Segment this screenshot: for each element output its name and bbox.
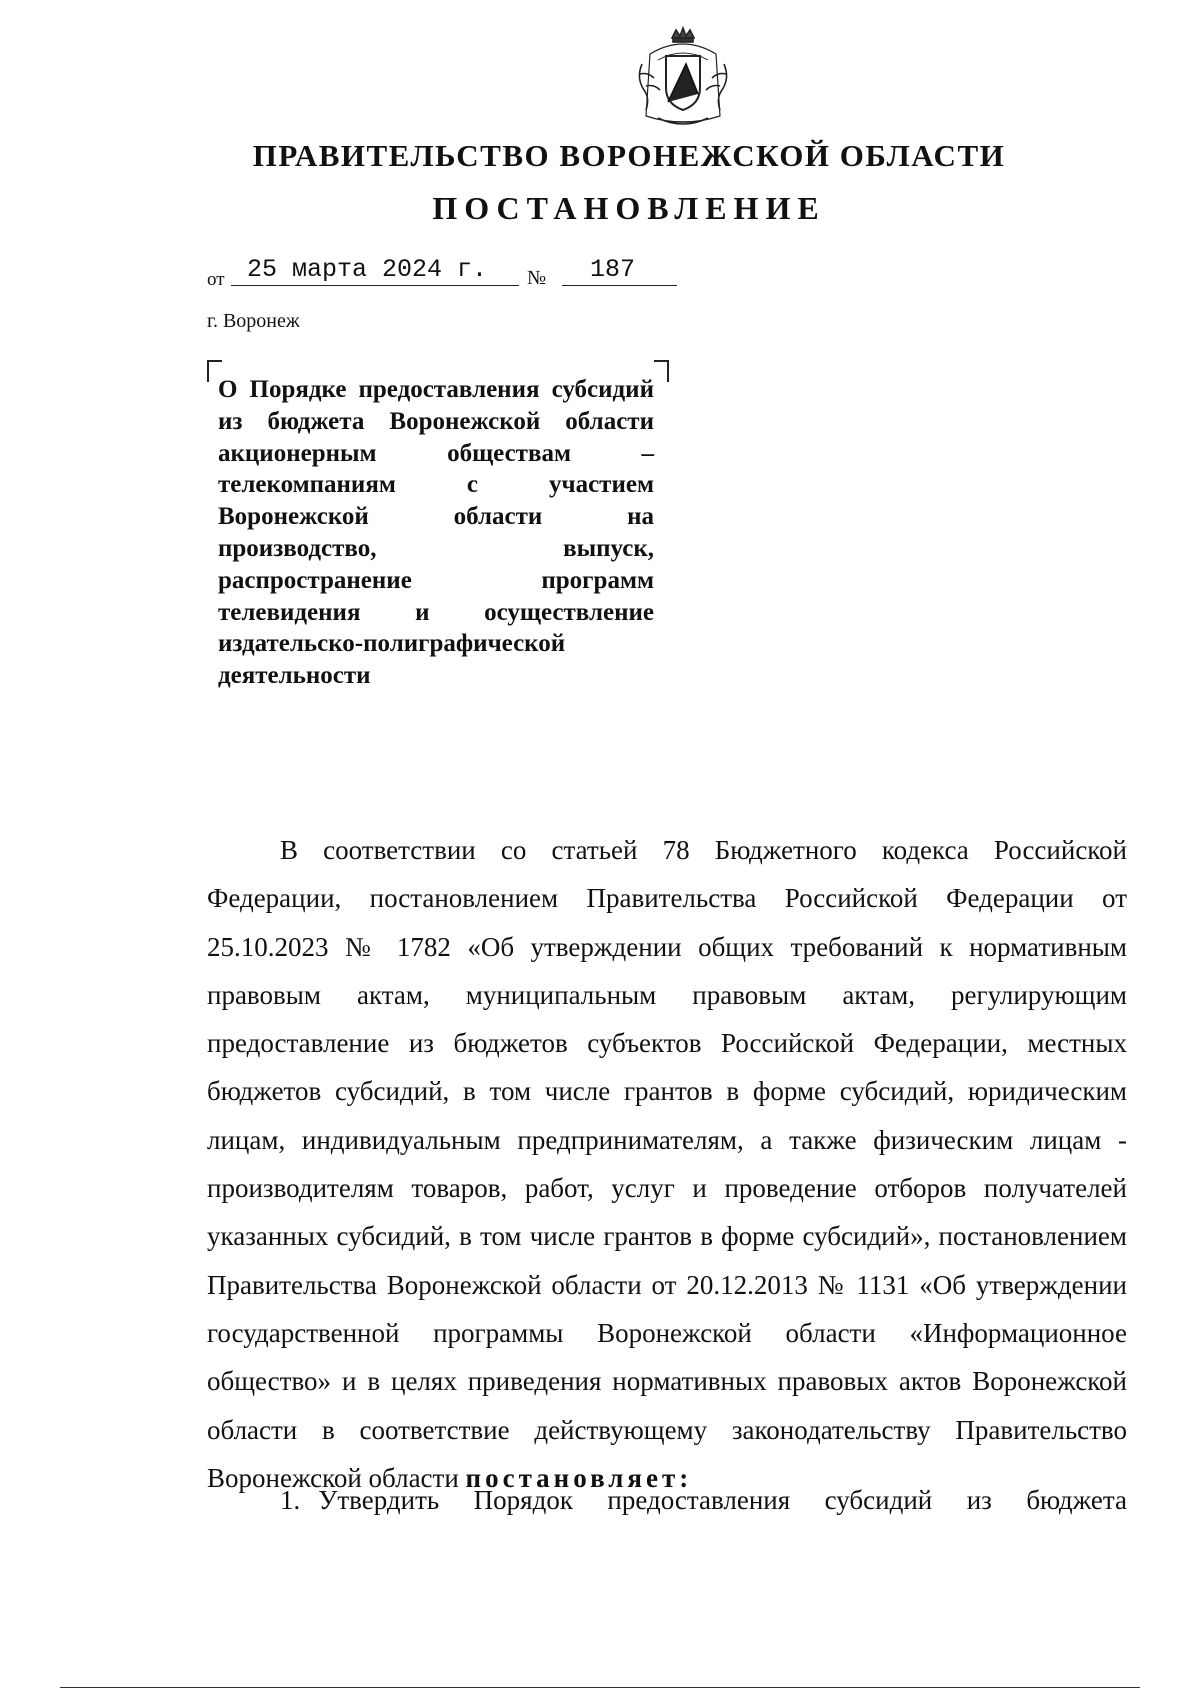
number-field — [562, 255, 677, 286]
city-label: г. Воронеж — [207, 310, 300, 332]
number-sign-label: № — [527, 267, 547, 289]
registration-line — [207, 255, 677, 291]
government-title: ПРАВИТЕЛЬСТВО ВОРОНЕЖСКОЙ ОБЛАСТИ — [252, 138, 1006, 173]
preamble-paragraph — [207, 826, 1127, 1502]
date-value: 25 марта 2024 г. — [247, 255, 488, 284]
item-text: Утвердить Порядок предоставления субсидий из бюджета — [318, 1485, 1127, 1515]
preamble-text: В соответствии со статьей 78 Бюджетного кодекса Российской Федерации, постановлением Правительства Российской Федерации от 25.10.2023 № 1782 «Об утверждении общих требований к нормативным правовым актам, муниципальным правовым актам, регулирующим предоставление из бюджетов субъектов Российской Федерации, местных бюджетов субсидий, в том числе грантов в форме субсидий, юридическим лицам, индивидуальным предпринимателям, а также физическим лицам - производителям товаров, работ, услуг и проведение отборов получателей указанных субсидий, в том числе грантов в форме субсидий», постановлением Правительства Воронежской области от 20.12.2013 № 1131 «Об утверждении государственной программы Воронежской области «Информационное общество» и в целях приведения нормативных правовых актов Воронежской области в соответствие действующему законодательству Правительство Воронежской области — [207, 835, 1127, 1493]
subject-corner-right — [654, 360, 669, 382]
date-prefix-label: от — [207, 269, 225, 290]
document-number: 187 — [590, 255, 636, 284]
coat-of-arms-emblem — [628, 24, 738, 134]
item-number: 1. — [280, 1485, 301, 1515]
date-field — [231, 255, 519, 286]
page-bottom-rule — [60, 1687, 1140, 1688]
decree-verb: постановляет: — [465, 1462, 693, 1493]
document-subject: О Порядке предоставления субсидий из бюджета Воронежской области акционерным обществам – телекомпаниям с участием Воронежской области на производство, выпуск, распространение программ телевидения и осуществление издательско-полиграфической деятельности — [218, 376, 654, 690]
decree-item-1 — [207, 1476, 1127, 1524]
document-type: ПОСТАНОВЛЕНИЕ — [432, 190, 826, 226]
